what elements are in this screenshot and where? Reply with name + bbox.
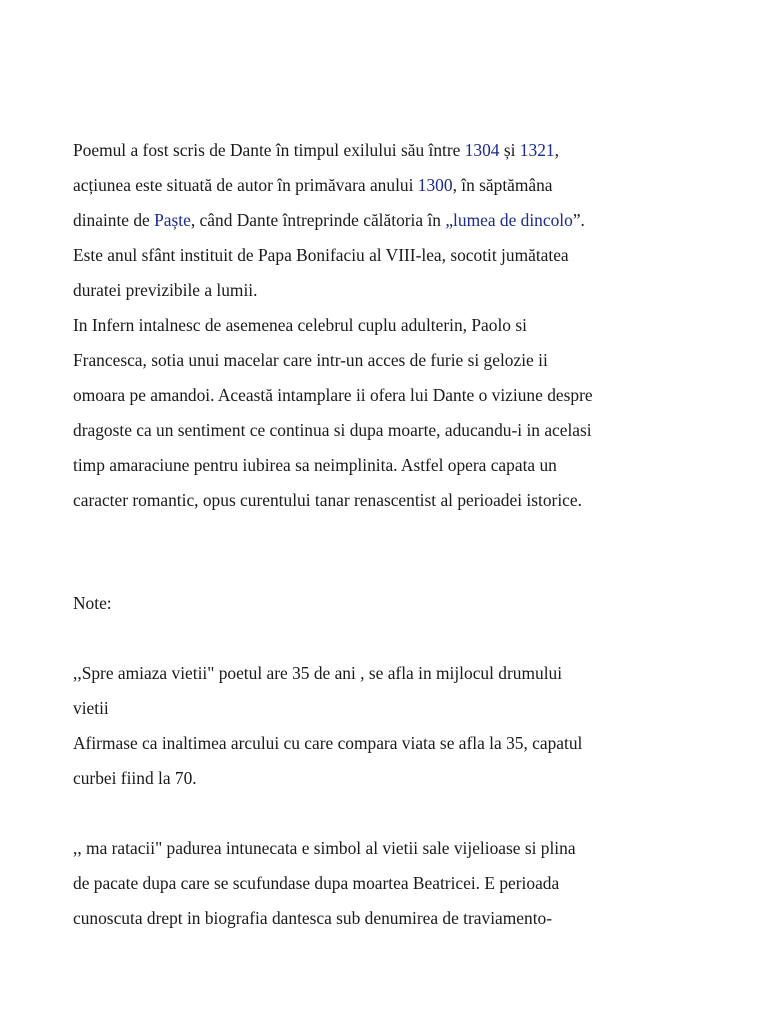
year-link-1304[interactable]: 1304 xyxy=(464,140,500,160)
text-line xyxy=(73,203,723,238)
intro-paragraph xyxy=(73,133,723,308)
infern-paragraph xyxy=(73,308,723,518)
text-line: cunoscuta drept in biografia dantesca sub denumirea de traviamento- xyxy=(73,908,553,928)
year-link-1321[interactable]: 1321 xyxy=(519,140,555,160)
text-line: caracter romantic, opus curentului tanar renascentist al perioadei istorice. xyxy=(73,490,582,510)
text-line xyxy=(73,133,723,168)
spacer xyxy=(73,621,723,656)
text-line: curbei fiind la 70. xyxy=(73,768,197,788)
year-link-1300[interactable]: 1300 xyxy=(417,175,453,195)
text-line: Afirmase ca inaltimea arcului cu care compara viata se afla la 35, capatul xyxy=(73,733,583,753)
spacer xyxy=(73,796,723,831)
text-segment: Poemul a fost scris de Dante în timpul exilului său între xyxy=(73,140,465,160)
note-2 xyxy=(73,831,723,936)
text-line: vietii xyxy=(73,698,109,718)
lumea-de-dincolo-link[interactable]: „lumea de dincolo xyxy=(445,210,573,230)
text-line: dragoste ca un sentiment ce continua si dupa moarte, aducandu-i in acelasi xyxy=(73,420,592,440)
text-segment: ”. xyxy=(572,210,585,230)
document-page xyxy=(73,133,723,936)
spacer xyxy=(73,518,723,586)
note-1 xyxy=(73,656,723,796)
text-line: duratei previzibile a lumii. xyxy=(73,280,258,300)
text-line: ,, ma ratacii" padurea intunecata e simbol al vietii sale vijelioase si plina xyxy=(73,838,576,858)
text-line: In Infern intalnesc de asemenea celebrul cuplu adulterin, Paolo si xyxy=(73,315,527,335)
text-segment: , în săptămâna xyxy=(452,175,553,195)
text-line xyxy=(73,168,723,203)
text-line: timp amaraciune pentru iubirea sa neimplinita. Astfel opera capata un xyxy=(73,455,557,475)
text-line: Francesca, sotia unui macelar care intr-un acces de furie si gelozie ii xyxy=(73,350,548,370)
paste-link[interactable]: Paște xyxy=(154,210,191,230)
text-segment: acțiunea este situată de autor în primăvara anului xyxy=(73,175,418,195)
notes-heading: Note: xyxy=(73,593,112,613)
text-line: ,,Spre amiaza vietii" poetul are 35 de ani , se afla in mijlocul drumului xyxy=(73,663,563,683)
text-segment: , când Dante întreprinde călătoria în xyxy=(190,210,446,230)
text-line: omoara pe amandoi. Această intamplare ii ofera lui Dante o viziune despre xyxy=(73,385,593,405)
text-segment: , xyxy=(554,140,559,160)
text-segment: dinainte de xyxy=(73,210,155,230)
text-line: de pacate dupa care se scufundase dupa moartea Beatricei. E perioada xyxy=(73,873,560,893)
text-line: Este anul sfânt instituit de Papa Bonifaciu al VIII-lea, socotit jumătatea xyxy=(73,245,569,265)
text-segment: și xyxy=(499,140,520,160)
